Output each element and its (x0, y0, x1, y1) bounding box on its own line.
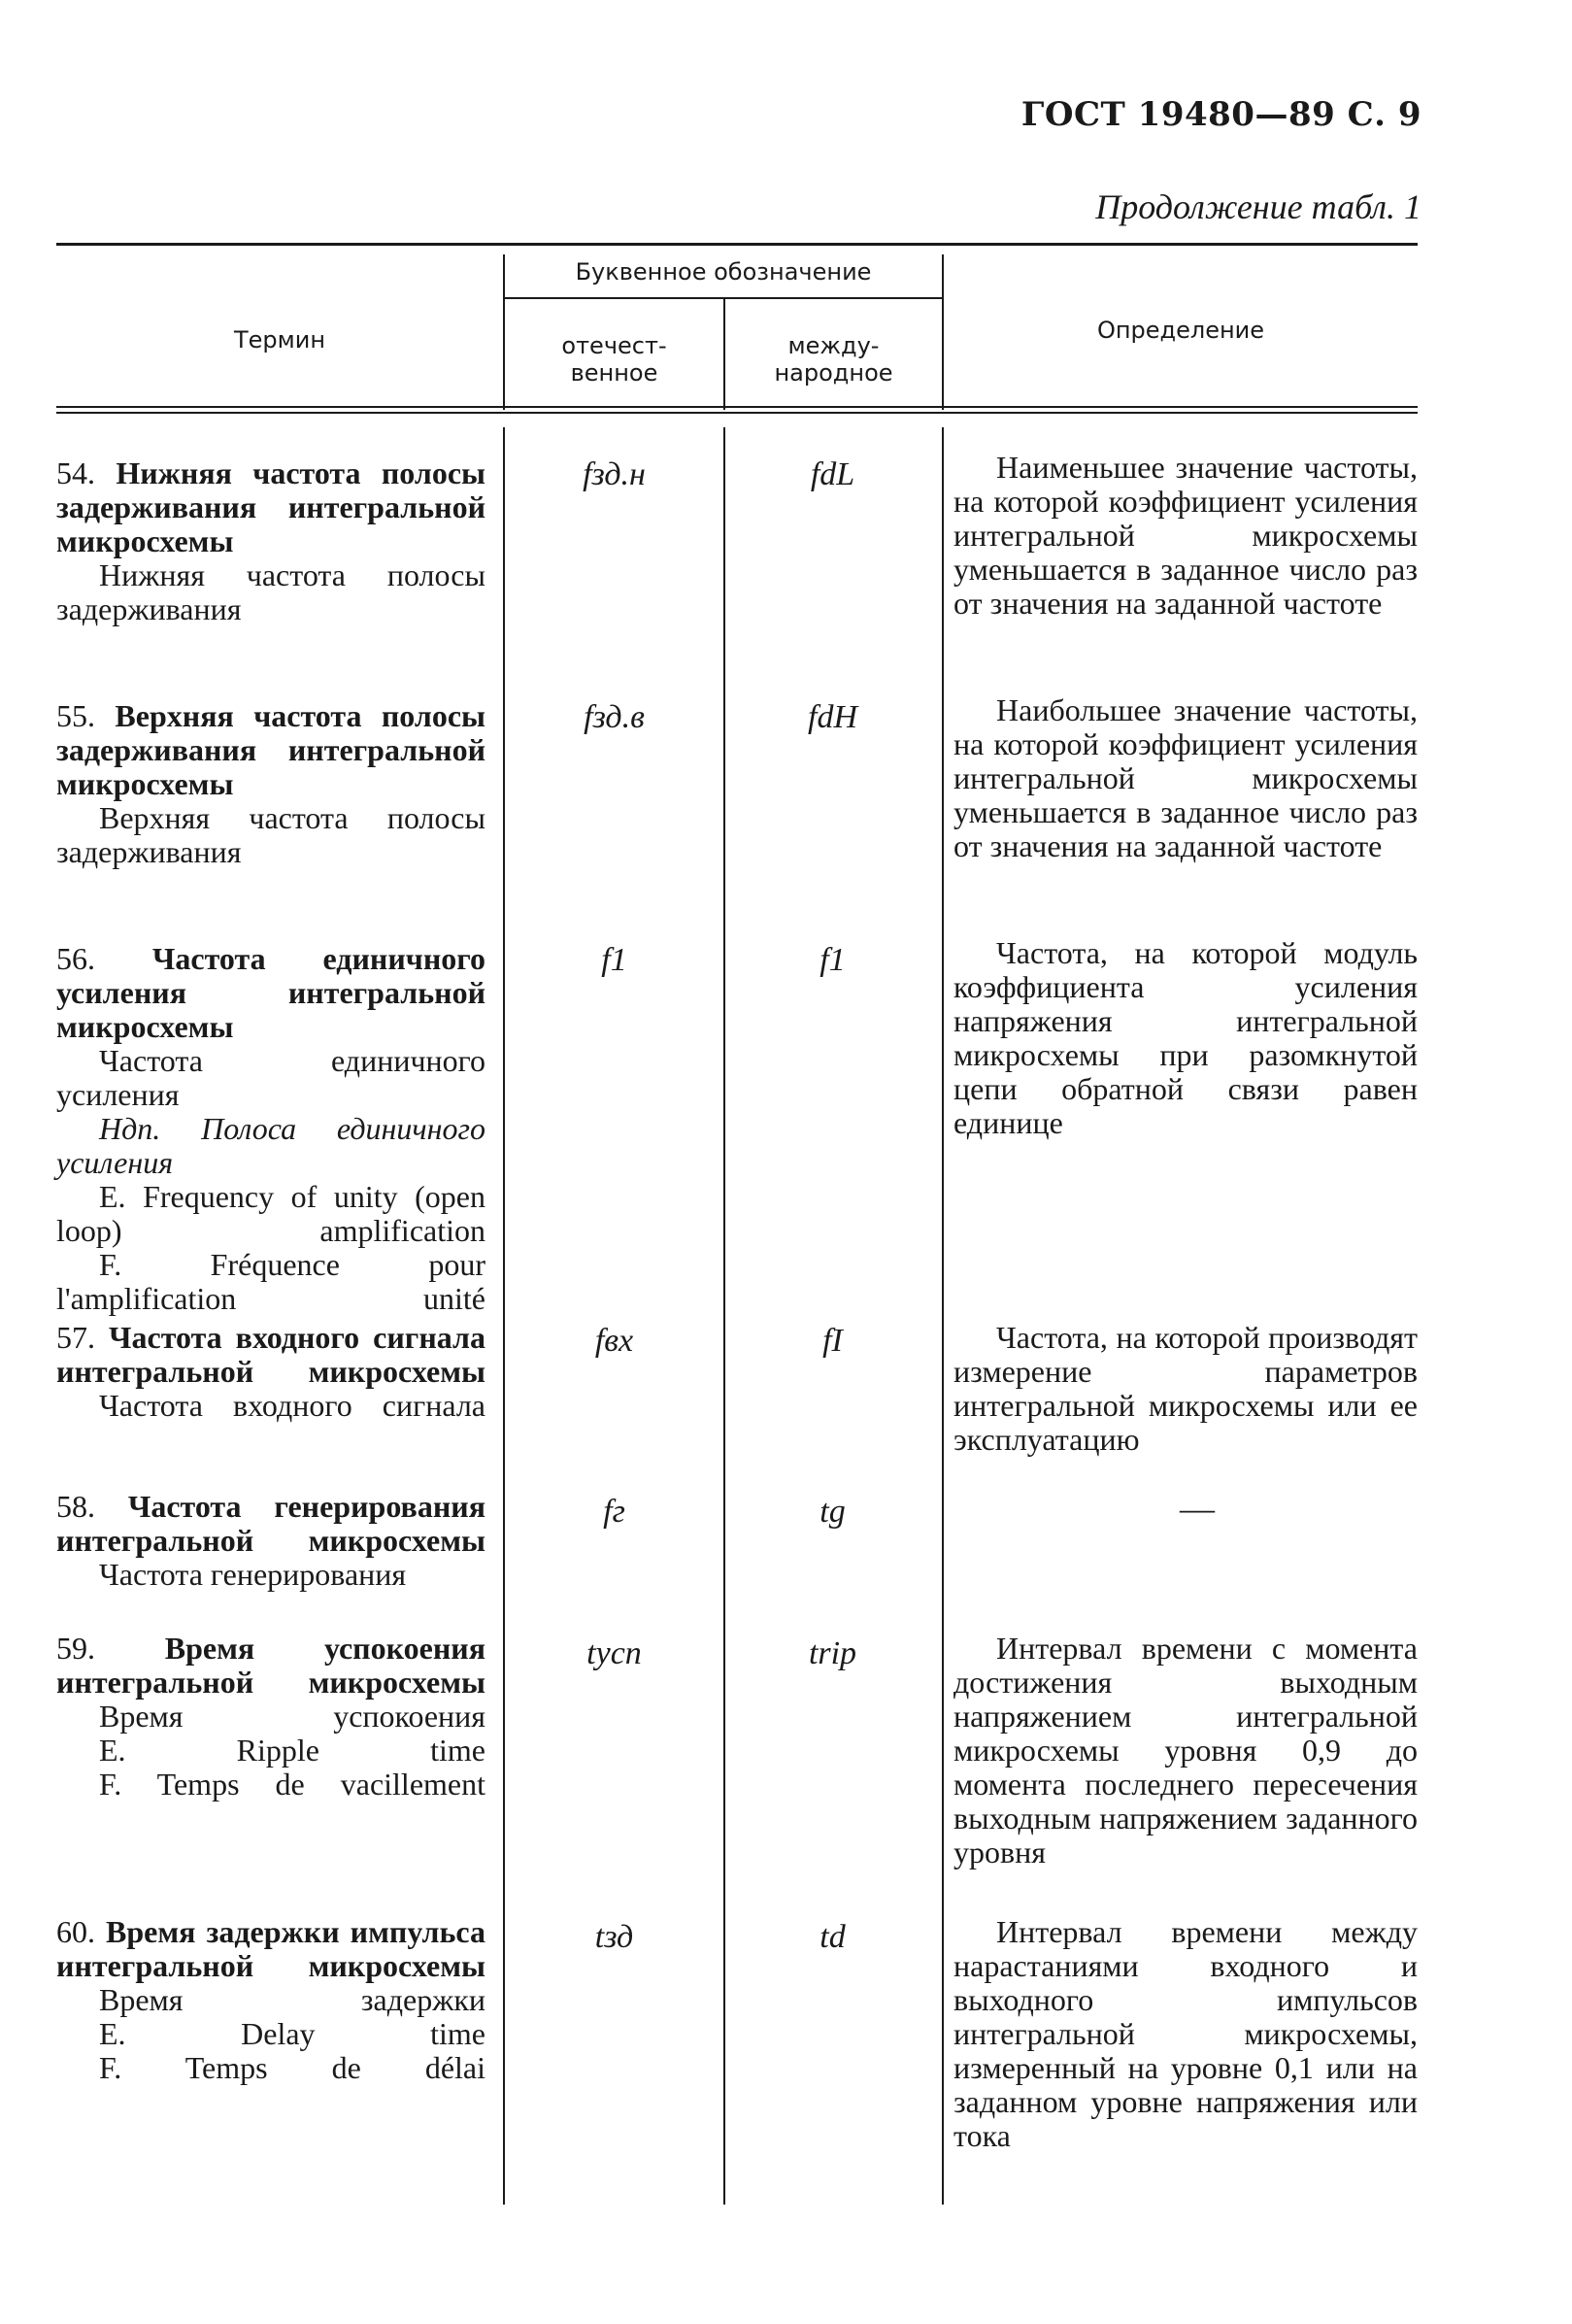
column-header-international (725, 332, 942, 387)
symbol-domestic-56: f1 (601, 942, 627, 978)
column-header-term: Термин (233, 326, 326, 354)
term-synonym: Верхняя частота полосы задерживания (56, 800, 485, 869)
definition-text: Частота, на которой производят измерение параметров интегральной микросхемы или ее эксплуатацию (953, 1320, 1418, 1457)
column-header-definition: Определение (1096, 317, 1265, 344)
term-foreign-fr: F. Fréquence pour l'amplification unité (56, 1247, 485, 1316)
definition-55 (953, 693, 1418, 863)
symbol-international-56: f1 (819, 942, 846, 978)
symbol-international-60: td (819, 1919, 846, 1955)
definition-54 (953, 451, 1418, 621)
term-foreign-fr: F. Temps de vacillement (99, 1767, 485, 1802)
term-number: 56. (56, 941, 95, 976)
symbol-domestic-54: fзд.н (583, 456, 646, 492)
term-synonym: Время задержки (99, 1982, 485, 2017)
definition-56 (953, 936, 1418, 1140)
definition-text: Наименьшее значение частоты, на которой коэффициент усиления интегральной микросхемы уменьшается в заданное число раз от значения на заданной частоте (953, 450, 1418, 621)
page-header: ГОСТ 19480—89 С. 9 (1020, 95, 1421, 134)
table-top-rule (56, 243, 1418, 246)
symbol-international-54: fdL (810, 456, 855, 492)
term-55 (56, 699, 485, 869)
term-synonym: Нижняя частота полосы задерживания (56, 557, 485, 626)
definition-text: Интервал времени между нарастаниями входного и выходного импульсов интегральной микросхемы, измеренный на уровне 0,1 или на заданном уровне напряжения или тока (953, 1914, 1418, 2153)
column-header-symbol-group: Буквенное обозначение (575, 258, 872, 286)
symbol-international-59: trip (808, 1635, 857, 1671)
term-58 (56, 1490, 485, 1592)
symbol-domestic-55: fзд.в (584, 699, 645, 735)
term-title: Частота входного сигнала интегральной микросхемы (56, 1320, 486, 1389)
column-divider-3-body (942, 427, 944, 2205)
term-56 (56, 942, 485, 1316)
definition-text: Интервал времени с момента достижения выходным напряжением интегральной микросхемы уровня 0,9 до момента последнего пересечения выходным напряжением заданного уровня (953, 1631, 1418, 1869)
term-54 (56, 456, 485, 626)
table-header-bottom-rule-2 (56, 412, 1418, 414)
symbol-international-57: fI (822, 1323, 843, 1359)
symbol-domestic-57: fвх (594, 1323, 634, 1359)
definition-58: — (1180, 1489, 1215, 1528)
table-continuation-label: Продолжение табл. 1 (1095, 187, 1421, 226)
term-number: 54. (56, 455, 95, 490)
term-title: Время успокоения интегральной микросхемы (56, 1631, 486, 1700)
term-foreign-en: E. Ripple time (99, 1733, 485, 1768)
column-header-domestic-text: отечест- венное (561, 332, 667, 387)
definition-57 (953, 1321, 1418, 1457)
column-header-international-text: между- народное (774, 332, 893, 387)
term-synonym: Частота генерирования (99, 1557, 407, 1592)
term-title: Частота единичного усиления интегральной микросхемы (56, 941, 486, 1044)
term-foreign-fr: F. Temps de délai (99, 2050, 485, 2085)
term-number: 60. (56, 1914, 95, 1949)
term-60 (56, 1915, 485, 2085)
term-59 (56, 1632, 485, 1802)
term-title: Верхняя частота полосы задерживания интегральной микросхемы (56, 698, 486, 801)
term-synonym: Время успокоения (99, 1699, 485, 1734)
symbol-domestic-58: fг (603, 1494, 625, 1530)
term-not-recommended: Ндп. Полоса единичного усиления (56, 1111, 485, 1180)
definition-text: Частота, на которой модуль коэффициента усиления напряжения интегральной микросхемы при разомкнутой цепи обратной связи равен единице (953, 935, 1418, 1140)
term-title: Нижняя частота полосы задерживания интегральной микросхемы (56, 455, 486, 558)
symbol-domestic-60: tзд (594, 1919, 634, 1955)
definition-text: Наибольшее значение частоты, на которой коэффициент усиления интегральной микросхемы уменьшается в заданное число раз от значения на заданной частоте (953, 692, 1418, 863)
term-foreign-en: E. Delay time (99, 2016, 485, 2051)
symbol-international-55: fdH (808, 699, 857, 735)
symbol-international-58: tg (819, 1494, 846, 1530)
table-header-bottom-rule (56, 406, 1418, 408)
definition-60 (953, 1915, 1418, 2153)
term-57 (56, 1321, 485, 1423)
column-header-domestic (505, 332, 723, 387)
term-title: Время задержки импульса интегральной микросхемы (56, 1914, 486, 1983)
definition-59 (953, 1632, 1418, 1869)
term-number: 59. (56, 1631, 95, 1666)
term-title: Частота генерирования интегральной микросхемы (56, 1489, 486, 1558)
term-synonym: Частота входного сигнала (99, 1388, 485, 1423)
term-number: 57. (56, 1320, 95, 1355)
term-synonym: Частота единичного усиления (56, 1043, 485, 1112)
symbol-domestic-59: tусп (586, 1635, 642, 1671)
term-number: 55. (56, 698, 95, 733)
term-foreign-en: E. Frequency of unity (open loop) amplification (56, 1179, 485, 1248)
term-number: 58. (56, 1489, 95, 1524)
